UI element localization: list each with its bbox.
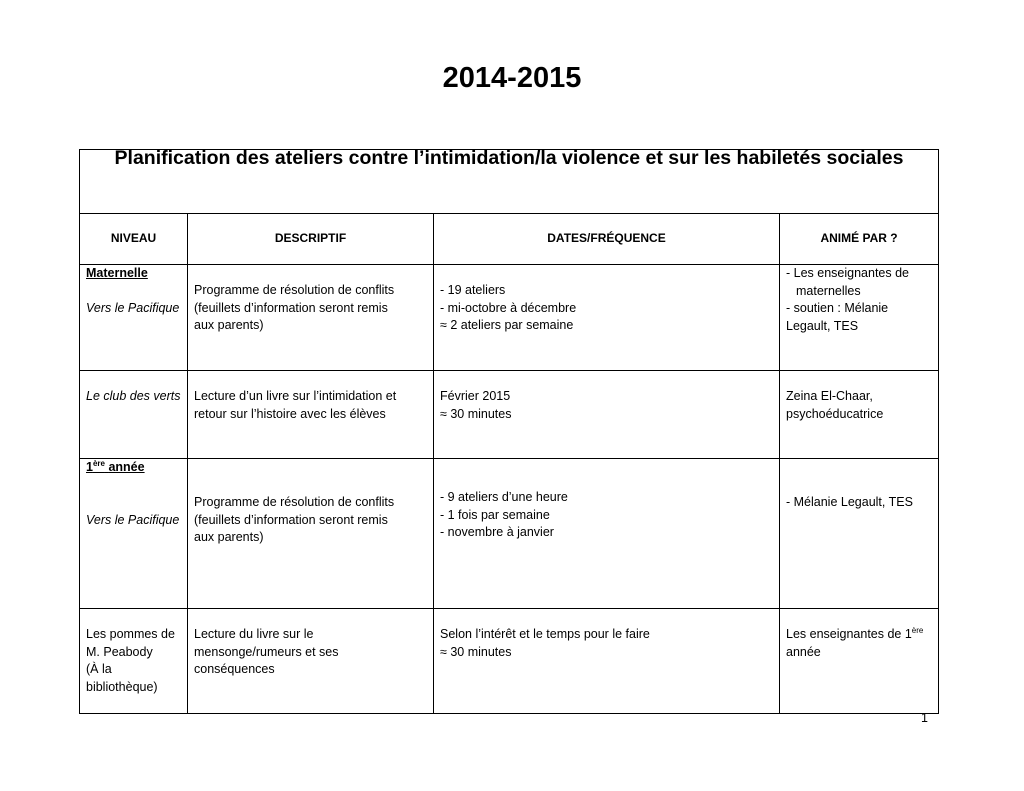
anime-cell <box>780 459 939 609</box>
anime-cell <box>780 265 939 371</box>
dates-line: - 9 ateliers d’une heure <box>440 490 568 504</box>
table-row <box>80 459 939 609</box>
descriptif-cell <box>188 609 434 714</box>
anime-line: - soutien : Mélanie <box>786 301 889 315</box>
level-heading-word: année <box>108 460 145 474</box>
level-heading-number: 1 <box>86 460 93 474</box>
table-row <box>80 371 939 459</box>
anime-line: - Mélanie Legault, TES <box>786 495 913 509</box>
header-anime-par: ANIMÉ PAR ? <box>780 214 939 265</box>
anime-line <box>786 626 932 644</box>
anime-line: maternelles <box>796 283 861 298</box>
dates-cell <box>434 371 780 459</box>
dates-line: Février 2015 <box>440 389 511 403</box>
dates-line: ≈ 30 minutes <box>440 406 512 421</box>
dates-cell <box>434 609 780 714</box>
niveau-cell <box>80 459 188 609</box>
header-niveau: NIVEAU <box>80 214 188 265</box>
anime-cell <box>780 609 939 714</box>
niveau-line: (À la <box>86 662 112 676</box>
descriptif-line: (feuillets d’information seront remis <box>194 512 388 527</box>
anime-line: année <box>786 644 821 659</box>
niveau-line: M. Peabody <box>86 644 153 659</box>
dates-line: - mi-octobre à décembre <box>440 300 577 315</box>
level-heading-superscript: ère <box>92 458 105 468</box>
program-name: Le club des verts <box>86 389 181 403</box>
table-row <box>80 265 939 371</box>
anime-cell <box>780 371 939 459</box>
anime-text: Les enseignantes de 1 <box>786 627 912 641</box>
anime-line: psychoéducatrice <box>786 406 884 421</box>
dates-line: - novembre à janvier <box>440 525 554 539</box>
dates-line: Selon l’intérêt et le temps pour le faire <box>440 627 650 641</box>
level-heading: Maternelle <box>86 266 148 280</box>
table-header-row <box>80 214 939 265</box>
dates-cell <box>434 265 780 371</box>
table-caption-row <box>80 150 939 214</box>
niveau-cell <box>80 371 188 459</box>
descriptif-line: Lecture du livre sur le <box>194 627 314 641</box>
anime-line: Zeina El-Chaar, <box>786 389 873 403</box>
descriptif-cell <box>188 265 434 371</box>
niveau-cell <box>80 265 188 371</box>
anime-superscript: ère <box>911 625 924 635</box>
descriptif-line: aux parents) <box>194 530 264 544</box>
document-title: 2014-2015 <box>442 62 582 94</box>
anime-line: Legault, TES <box>786 318 859 333</box>
dates-line: - 1 fois par semaine <box>440 507 550 522</box>
niveau-line: bibliothèque) <box>86 679 158 694</box>
program-name: Vers le Pacifique <box>86 512 180 527</box>
niveau-cell <box>80 609 188 714</box>
header-descriptif: DESCRIPTIF <box>188 214 434 265</box>
table-row <box>80 609 939 714</box>
descriptif-line: conséquences <box>194 662 275 676</box>
descriptif-line: aux parents) <box>194 318 264 332</box>
dates-cell <box>434 459 780 609</box>
descriptif-cell <box>188 459 434 609</box>
page-number: 1 <box>921 711 928 725</box>
descriptif-line: mensonge/rumeurs et ses <box>194 644 339 659</box>
anime-line: - Les enseignantes de <box>786 266 910 280</box>
dates-line: ≈ 2 ateliers par semaine <box>440 318 574 332</box>
workshop-planning-table <box>79 149 939 714</box>
dates-line: ≈ 30 minutes <box>440 644 512 659</box>
header-dates: DATES/FRÉQUENCE <box>434 214 780 265</box>
descriptif-line: Programme de résolution de conflits <box>194 283 395 297</box>
table-caption: Planification des ateliers contre l’intimidation/la violence et sur les habiletés sociales <box>80 150 939 214</box>
descriptif-line: retour sur l’histoire avec les élèves <box>194 406 386 421</box>
dates-line: - 19 ateliers <box>440 283 506 297</box>
descriptif-line: (feuillets d’information seront remis <box>194 300 388 315</box>
program-name: Vers le Pacifique <box>86 300 180 315</box>
descriptif-line: Lecture d’un livre sur l’intimidation et <box>194 389 397 403</box>
niveau-line: Les pommes de <box>86 627 175 641</box>
descriptif-cell <box>188 371 434 459</box>
level-heading <box>86 459 181 477</box>
descriptif-line: Programme de résolution de conflits <box>194 495 395 509</box>
